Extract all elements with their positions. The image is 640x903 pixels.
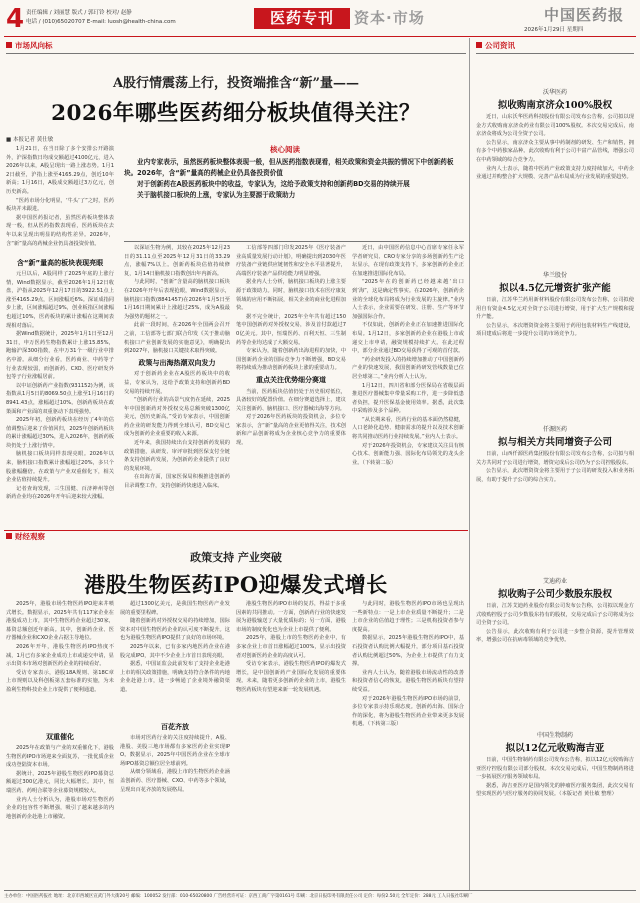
footer-rule (4, 890, 636, 891)
header-rule (4, 36, 636, 37)
market-col1-intro: 1月21日，在当日除了多个安排公开路演外，沪深指数日均成交额超过4100亿元，进入2026年以来，A股呈现出一路上涨态势。1月12日截至，沪指上涨至4165.29点，创近10年新高；1月16日，A股成交额超过3万亿元，创历史新高。 “医药市场分化明显，‘牛头’了”之时，医药板块并未跟进。 据中国医药报记者，虽然医药板块整体表现一般，但从医药指数表现看，医药板块在去年以来呈现出明显的结构性差异。2026年，含“新”量高的药械企业仍具备投资价值。 (6, 146, 114, 247)
ipo-col4: 与此同时，港股生物医药IPO市场也呈现出一些新特点：一是上市企业质量不断提升；二是上市企业的估值趋于理性；三是机构投资者参与度提高。 数据显示，2025年港股生物医药IPO中，基石投资者认购比例大幅提升，部分项目基石投资者认购比例超过50%，为企业上市提供了有力支撑。 业内人士认为，随着港股市场流动性的改善和投资者信心的恢复，港股生物医药板块有望持续受益。 对于2026年港股生物医药IPO市场的前景，多位专家表示持乐观态度。创新药出海、国际合作的深化，将为港股生物医药企业带来更多发展机遇。（下转第三版） (352, 601, 464, 728)
news-headline: 拟以4.5亿元增资扩张产能 (499, 283, 611, 294)
section-divider (6, 53, 466, 54)
page-header (0, 0, 640, 36)
news-headline: 拟收购南京济众100%股权 (497, 100, 613, 111)
news-body: 日前，中国生物制药有限公司发布公告称，拟以12亿元收购海吉亚医疗控股有限公司部分股权。本次交易完成后，中国生物制药将进一步拓展医疗服务领域布局。 据悉，海吉亚医疗是国内领先的肿瘤医疗服务集团，此次交易有望实现医药与医疗服务的协同发展。（本版记者 黄仕敏 整理） (476, 757, 634, 798)
news-headline: 拟收购子公司少数股东股权 (497, 589, 612, 600)
market-col3: 工信部等四部门印发2025年《医疗装备产业高质量发展行动计划》，明确提出到2030年医疗装备产业链供应链韧性和安全水平显著提升，高端医疗装备产品供给能力明显增强。 据业内人士分析，脑机接口板块的上涨主要源于政策助力。同时，脑机接口技术在医疗康复领域的应用不断拓展，相关企业的商业化进程加快。 据不完全统计，2025年全年共有超过150笔中国创新药对外授权交易，涉及首付款超过70亿美元。其中，恒瑞医药、百利天恒、三生制药等企业均达成了大额交易。 专家认为，随着创新药出海进程的加快，中国创新药企业的国际竞争力不断增强，BD交易将持续成为推动创新药板块上涨的重要动力。 重点关注优势细分赛道 当前，医药板块估值仍处于历史相对低位，具备较好的配置价值。在细分赛道选择上，建议关注创新药、脑机接口、医疗器械出海等方向。 对于2026年医药板块的投资机会，多位专家表示，含“新”量高的企业更值得关注，技术创新和产品创新将成为企业核心竞争力的重要体现。 (236, 245, 346, 447)
market-subhead-1: 含“新”量高的板块表现亮眼 (16, 259, 104, 267)
ipo-col2: 超过1300亿美元，是我国生物医药产业发展的重要里程碑。 随着创新药对外授权交易的持续增加，国际资本对中国生物医药企业的认可度不断提升。这也为港股生物医药IPO提供了良好的市场环境。 2025年以来，已有多家内地医药企业在港股完成IPO，其中不少企业上市首日表现亮眼。 据悉，中国证监会此前发布了支持企业赴港上市的相关政策措施，明确支持符合条件的内地企业赴港上市，进一步畅通了企业境外融资渠道。 (120, 601, 230, 693)
news-company: 沃华医药 (542, 89, 567, 96)
ipo-col1b: 2025年在政策与产业的双重催化下，港股生物医药IPO市场迎来全面复苏，一批优质企业成功登陆资本市场。 据统计，2025年港股生物医药IPO募资总额超过300亿港元，同比大幅增长。其中，恒瑞医药、药明合联等企业募资规模较大。 业内人士分析认为，港股市场对生物医药企业的包容性不断增强，吸引了越来越多的内地创新药企赴港上市融资。 (6, 745, 114, 820)
core-divider (124, 241, 464, 242)
market-col2: 以深证生物为例，其较在2025年12月23日的31.11点至2025年12月31日的33.29点，涨幅7%以上。创新药板块估值持续修复，1月14日脑机接口指数创出年内新高。 与此同时，“创新”含量高的脑机接口板块在2026年开年后表现抢眼，Wind数据显示，脑机接口指数(8841457)在2026年1月5日至1月16日期间累计上涨超过25%，成为A股最为强势的题材之一。 此前一段时间，在2026年全国两会召开之前，工信部等七部门联合印发《关于推动脑机接口产业创新发展的实施意见》，明确提出到2027年，脑机接口关键技术取得突破。 政策与出海热潮双向发力 对于创新药企业在A股医药板块中的收益，专家认为，这给予政策支持和创新药BD交易的持续开展。 “创新药行业的高景气度仍在延续，2025年中国创新药对外授权交易总额突破1300亿美元，创历史新高。”受访专家表示，中国创新药企业的研发能力得到全球认可，BD交易已成为创新药企业重要的收入来源。 近年来，我国持续出台支持创新药发展的政策措施，从研发、审评审批到医保支付全链条支持创新药发展，为创新药企业提供了良好的发展环境。 在出海方面，国家医保局积极推进创新药目录调整工作，支持创新药快速进入临床。 (124, 245, 230, 490)
news-body: 日前，江苏艾迪药业股份有限公司发布公告称，公司拟以现金方式收购控股子公司少数股东持有的股权，交易完成后子公司将成为公司全资子公司。 公告显示，此次收购有利于公司进一步整合资源，提升管理效率，增强公司在抗病毒领域的竞争优势。 (476, 603, 634, 644)
sidebar-rule (476, 53, 634, 54)
section-subtitle: 资本·市场 (354, 9, 425, 27)
core-reading-label: 核心阅读 (270, 145, 300, 154)
section-label-company: 公司资讯 (476, 41, 515, 51)
news-headline: 拟以12亿元收购海吉亚 (505, 743, 605, 754)
sidebar-divider (469, 38, 470, 890)
ipo-headline: 港股生物医药IPO迎爆发式增长 (84, 572, 388, 597)
news-company: 华兰股份 (542, 272, 567, 279)
section-label-finance: 财经观察 (6, 532, 45, 542)
news-headline: 拟与相关方共同增资子公司 (497, 437, 612, 448)
ipo-subhead-2: 百花齐放 (161, 723, 189, 731)
issue-date: 2026年1月29日 星期四 (524, 27, 584, 33)
section-banner: 医药专刊 (254, 8, 350, 29)
news-company: 艾迪药业 (542, 578, 567, 585)
market-col1-body: 元旦以后，A股同样了2025年底的上涨行情，Wind数据显示，截至2026年1月12日收盘，沪指从2025年12月17日的3922.51点上涨至4165.29点，区间涨幅近6%。深证成指同步上涨，区间涨幅超过9%，创业板指区间涨幅也超过10%，医药板块的累计涨幅在这期间表现相对落后。 据Wind数据统计，2025年1月1日至12月31日，申万医药生物指数累计上涨15.85%，跑输沪深300指数，在申万31个一级行业中排名中游。从细分行业看，医药商业、中药等子行业表现较弱，而创新药、CXO、医疗研发外包等子行业涨幅居前。 以中证创新药产业指数(931152)为例，该指数从1月5日的8069.50点上涨至1月16日的8941.43点，涨幅超过10%。创新药板块在政策面和产业面的双重驱动下表现强势。 2025年初，创新药板块在经历了4年的估值调整后迎来了价值回归，2025年创新药板块的累计涨幅超过30%，进入2026年，创新药板块仍处于上涨行情中。 脑机接口板块同样表现亮眼。2026年以来，脑机接口指数累计涨幅超过20%，多只个股涨幅翻倍。在政策与产业双重催化下，相关企业估值持续提升。 记者查询发现，三生国健、百济神州等创新药企业均在2026年开年后迎来较大涨幅。 (6, 271, 114, 501)
page-number: 4 (6, 4, 25, 34)
ipo-subhead-1: 双重催化 (46, 733, 74, 741)
contact-info: 电话 / (010)65020707 E-mail: luosh@health-china.com (26, 19, 176, 25)
news-body: 日前，江苏华兰药用新材料股份有限公司发布公告称，公司拟使用自有资金4.5亿元对全资子公司进行增资，用于扩大生产规模和提升产能。 公告显示，本次增资资金将主要用于药用包装材料生产线建设，项目建成后将进一步提升公司的市场竞争力。 (476, 297, 634, 338)
core-reading: 业内专家表示，虽然医药板块整体表现一般，但从医药指数表现看，相关政策和资金共振的情况下中创新药板块。2026年，含“新”量高的药械企业仍具备投资价值 对于创新药在A股医药板块中的收益，专家认为，这给予政策支持和创新药BD交易的持续开展 关于脑机接口板块的上涨，专家认为主要源于政策助力 (124, 158, 454, 199)
article-headline: 2026年哪些医药细分板块值得关注？ (51, 101, 421, 126)
section-label-market: 市场风向标 (6, 41, 53, 51)
market-subhead-2: 政策与出海热潮双向发力 (138, 358, 216, 367)
publisher-footer: 主办单位：中国医药报社 地址：北京市西城区宣武门外大街20号 邮编：100052 发行部：010-65020800 广告经营许可证：京西工商广字第0161号 印刷：北京日报印务有限责任公司 定价：每份2.50元 全年定价：288元 工人日报社印刷厂 (4, 894, 473, 899)
ipo-kicker: 政策支持 产业突破 (190, 551, 282, 564)
news-body: 日前，山西仟源医药集团股份有限公司发布公告称，公司拟与相关方共同对子公司进行增资，增资完成后公司仍为子公司控股股东。 公告显示，此次增资资金将主要用于子公司的研发投入和业务拓展，有助于提升子公司的综合实力。 (476, 451, 634, 483)
news-company: 仟源医药 (542, 426, 567, 433)
ipo-col2b: 市场对医药行业的关注度持续提升，A股、港股、美股三地市场都有多家医药企业实现IPO。数据显示，2025年中国医药企业在全球市场IPO募资总额位居全球前列。 从细分领域看，港股上市的生物医药企业涵盖创新药、医疗器械、CXO、中药等多个领域，呈现出百花齐放的发展格局。 (120, 735, 230, 793)
byline: ■ 本报记者 黄仕敏 (6, 137, 54, 143)
article-kicker: A股行情震荡上行，投资端推含“新”量—— (112, 76, 360, 91)
market-subhead-3: 重点关注优势细分赛道 (256, 375, 326, 384)
news-company: 中国生物制药 (536, 732, 573, 739)
article-separator (4, 530, 468, 531)
editor-credits: 责任编辑 / 刘丽慧 版式 / 郭玎铃 校对/ 赵静 (26, 10, 132, 16)
market-col4: 近日，由中国医药信息中心首席专家任永军学者研究员、CRO专家分享的多场创新药生产论坛显示，在现有政策支持下，多家创新药企业正在加速推进国际化布局。 “2025年在的创新药已经越来越‘出口到’海”，这是确定性事实。在2026年，创新药企业的全球化布局将成为行业发展的主旋律。”业内人士表示，企业需要在研发、注册、生产等环节加强国际合作。 不仅如此，创新药企业正在加速推进国际化布局。1月12日，多家创新药企业在港股上市或递交上市申请，融资规模持续扩大。在此过程中，部分企业通过BD交易获得了可观的首付款。 “药企研发投入的持续增加推动了中国创新药产业的快速发展，我国创新药研发管线数量已位居全球第二。”业内分析人士认为。 1月12日，四川省和部分医保局在省级层面推进医疗器械集中带量采购工作，进一步降低患者负担，提升医保基金使用效率。据悉，此次集中采购涉及多个品种。 “从长期来看，医药行业的基本面仍然稳健，人口老龄化趋势、健康需求的提升以及技术创新将共同推动医药行业持续发展。”业内人士表示。 对于2026年投资机会，专家建议关注具有核心技术、创新能力强、国际化布局领先的龙头企业。（下转第二版） (352, 245, 464, 466)
newspaper-logo: 中国医药报 (544, 6, 625, 24)
news-body: 近日，山东沃华医药科技股份有限公司发布公告称，公司拟以现金方式收购南京济众药业有限公司100%股权。本次交易完成后，南京济众将成为公司全资子公司。 公告显示，南京济众主要从事中药制剂的研发、生产和销售，拥有多个中药独家品种。此次收购有利于公司丰富产品管线，增强公司在中药领域的综合竞争力。 业内人士表示，随着中医药产业政策支持力度持续加大，中药企业通过并购整合扩大规模、完善产品布局成为行业发展的重要趋势。 (476, 114, 634, 181)
ipo-col1: 2025年，港股市场生物医药IPO迎来井喷式增长。数据显示，2025年共有117家企业在港股成功上市，其中生物医药企业超过30家，募资总额创近年新高。其中，创新药企业、医疗器械企业和CXO企业占据主导地位。 2026年开年，港股生物医药IPO热度不减，1月已有多家企业成功上市或递交申请，显示出资本市场对创新医药企业的持续看好。 受访专家表示，港股18A规则、第18C章上市规则以及科创板第五套标准的实施，为未盈利生物科技企业上市提供了便利通道。 (6, 601, 114, 693)
ipo-col3: 港股生物医药IPO市场的复苏，得益于多重因素的共同推动。一方面，创新药行业的快速发展为港股输送了大量优质标的；另一方面，港股市场的制度优化也为企业上市提供了便利。 2025年，港股上市的生物医药企业中，有多家企业上市首日涨幅超过100%，显示出投资者对创新医药企业的高度认可。 受访专家表示，港股生物医药IPO的爆发式增长，是中国创新药产业国际化发展的重要体现。未来，随着更多创新药企业的上市，港股生物医药板块有望迎来新一轮发展机遇。 (236, 601, 346, 693)
